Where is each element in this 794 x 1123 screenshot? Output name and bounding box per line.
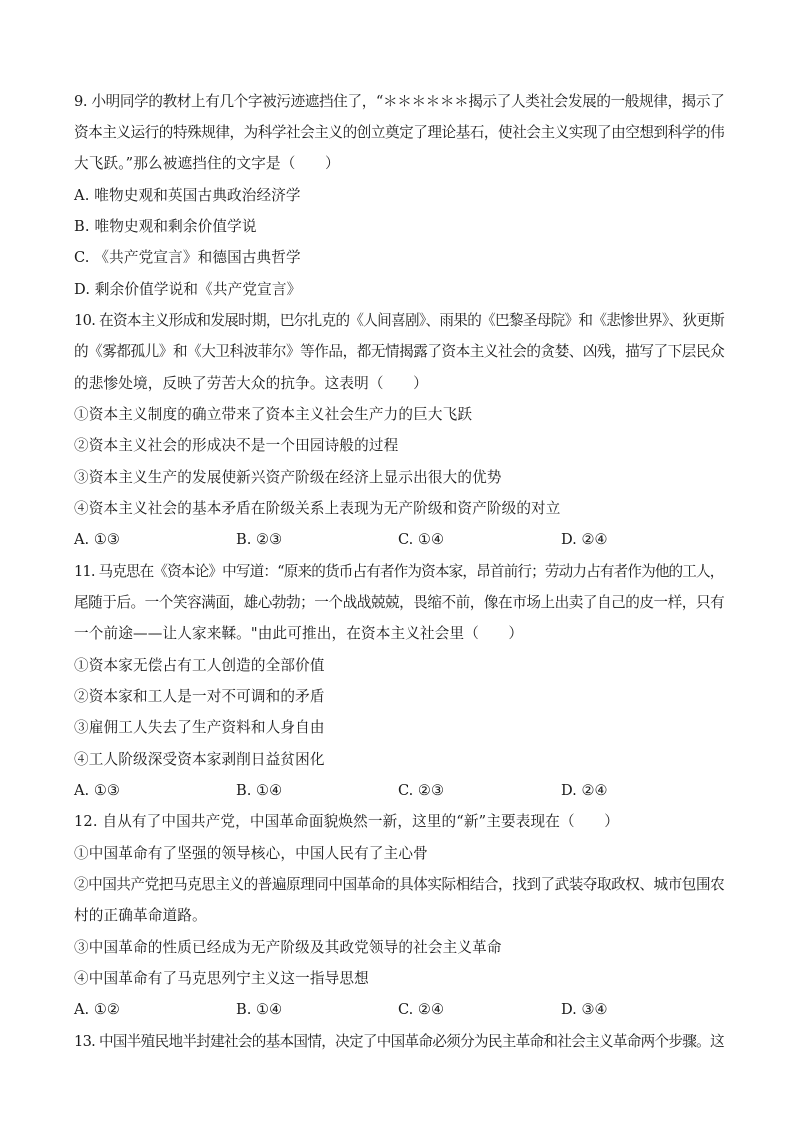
q9-stem-line-1: 9. 小明同学的教材上有几个字被污迹遮挡住了，“＊＊＊＊＊＊揭示了人类社会发展的一般规律，揭示了 bbox=[74, 93, 725, 110]
q12-option-d: D. ③④ bbox=[561, 1001, 608, 1018]
q11-stem-line-2: 尾随于后。一个笑容满面，雄心勃勃；一个战战兢兢，畏缩不前，像在市场上出卖了自己的皮一样，只有 bbox=[74, 594, 725, 611]
q10-statement-3: ③资本主义生产的发展使新兴资产阶级在经济上显示出很大的优势 bbox=[74, 469, 502, 486]
q10-stem-line-3: 的悲惨处境，反映了劳苦大众的抗争。这表明（ ） bbox=[74, 375, 428, 392]
q10-option-a: A. ①③ bbox=[74, 531, 120, 548]
q11-stem-line-1: 11. 马克思在《资本论》中写道：“原来的货币占有者作为资本家，昂首前行；劳动力占有者作为他的工人， bbox=[74, 563, 724, 580]
q11-option-b: B. ①④ bbox=[236, 782, 283, 799]
q10-options bbox=[74, 530, 724, 550]
q12-statement-3: ③中国革命的性质已经成为无产阶级及其政党领导的社会主义革命 bbox=[74, 939, 502, 956]
q10-statement-2: ②资本主义社会的形成决不是一个田园诗般的过程 bbox=[74, 437, 399, 454]
q12-option-a: A. ①② bbox=[74, 1001, 120, 1018]
q10-statement-1: ①资本主义制度的确立带来了资本主义社会生产力的巨大飞跃 bbox=[74, 406, 473, 423]
q11-statement-2: ②资本家和工人是一对不可调和的矛盾 bbox=[74, 688, 325, 705]
q10-option-d: D. ②④ bbox=[561, 531, 608, 548]
q11-statement-4: ④工人阶级深受资本家剥削日益贫困化 bbox=[74, 751, 325, 768]
q11-statement-1: ①资本家无偿占有工人创造的全部价值 bbox=[74, 657, 325, 674]
q10-statement-4: ④资本主义社会的基本矛盾在阶级关系上表现为无产阶级和资产阶级的对立 bbox=[74, 500, 561, 517]
q12-stem-line-1: 12. 自从有了中国共产党，中国革命面貌焕然一新，这里的“新”主要表现在（ ） bbox=[74, 813, 619, 830]
q12-statement-1: ①中国革命有了坚强的领导核心，中国人民有了主心骨 bbox=[74, 845, 428, 862]
q12-statement-4: ④中国革命有了马克思列宁主义这一指导思想 bbox=[74, 970, 369, 987]
q11-option-c: C. ②③ bbox=[398, 782, 445, 799]
q12-option-b: B. ①④ bbox=[236, 1001, 283, 1018]
q11-options bbox=[74, 781, 724, 801]
q10-option-b: B. ②③ bbox=[236, 531, 283, 548]
q13-stem-line-1: 13. 中国半殖民地半封建社会的基本国情，决定了中国革命必须分为民主革命和社会主义革命两个步骤。这 bbox=[74, 1033, 724, 1050]
q11-option-d: D. ②④ bbox=[561, 782, 608, 799]
q11-stem-line-3: 一个前途——让人家来鞣。"由此可推出，在资本主义社会里（ ） bbox=[74, 625, 524, 642]
q9-option-b: B. 唯物史观和剩余价值学说 bbox=[74, 218, 257, 235]
q9-option-d: D. 剩余价值学说和《共产党宣言》 bbox=[74, 281, 302, 298]
q12-options bbox=[74, 1000, 724, 1020]
q12-statement-2-cont: 村的正确革命道路。 bbox=[74, 907, 207, 924]
q9-stem-line-2: 资本主义运行的特殊规律，为科学社会主义的创立奠定了理论基石，使社会主义实现了由空想到科学的伟 bbox=[74, 124, 725, 141]
q9-option-c: C. 《共产党宣言》和德国古典哲学 bbox=[74, 249, 301, 266]
q12-statement-2: ②中国共产党把马克思主义的普遍原理同中国革命的具体实际相结合，找到了武装夺取政权、城市包围农 bbox=[74, 876, 725, 893]
q12-option-c: C. ②④ bbox=[398, 1001, 445, 1018]
q10-stem-line-1: 10. 在资本主义形成和发展时期，巴尔扎克的《人间喜剧》、雨果的《巴黎圣母院》和《悲惨世界》、狄更斯 bbox=[74, 312, 725, 329]
q11-statement-3: ③雇佣工人失去了生产资料和人身自由 bbox=[74, 719, 325, 736]
q10-option-c: C. ①④ bbox=[398, 531, 445, 548]
q9-option-a: A. 唯物史观和英国古典政治经济学 bbox=[74, 187, 301, 204]
q9-stem-line-3: 大飞跃。”那么被遮挡住的文字是（ ） bbox=[74, 155, 340, 172]
q11-option-a: A. ①③ bbox=[74, 782, 120, 799]
q10-stem-line-2: 的《雾都孤儿》和《大卫科波菲尔》等作品，都无情揭露了资本主义社会的贪婪、凶残，描写了下层民众 bbox=[74, 343, 725, 360]
